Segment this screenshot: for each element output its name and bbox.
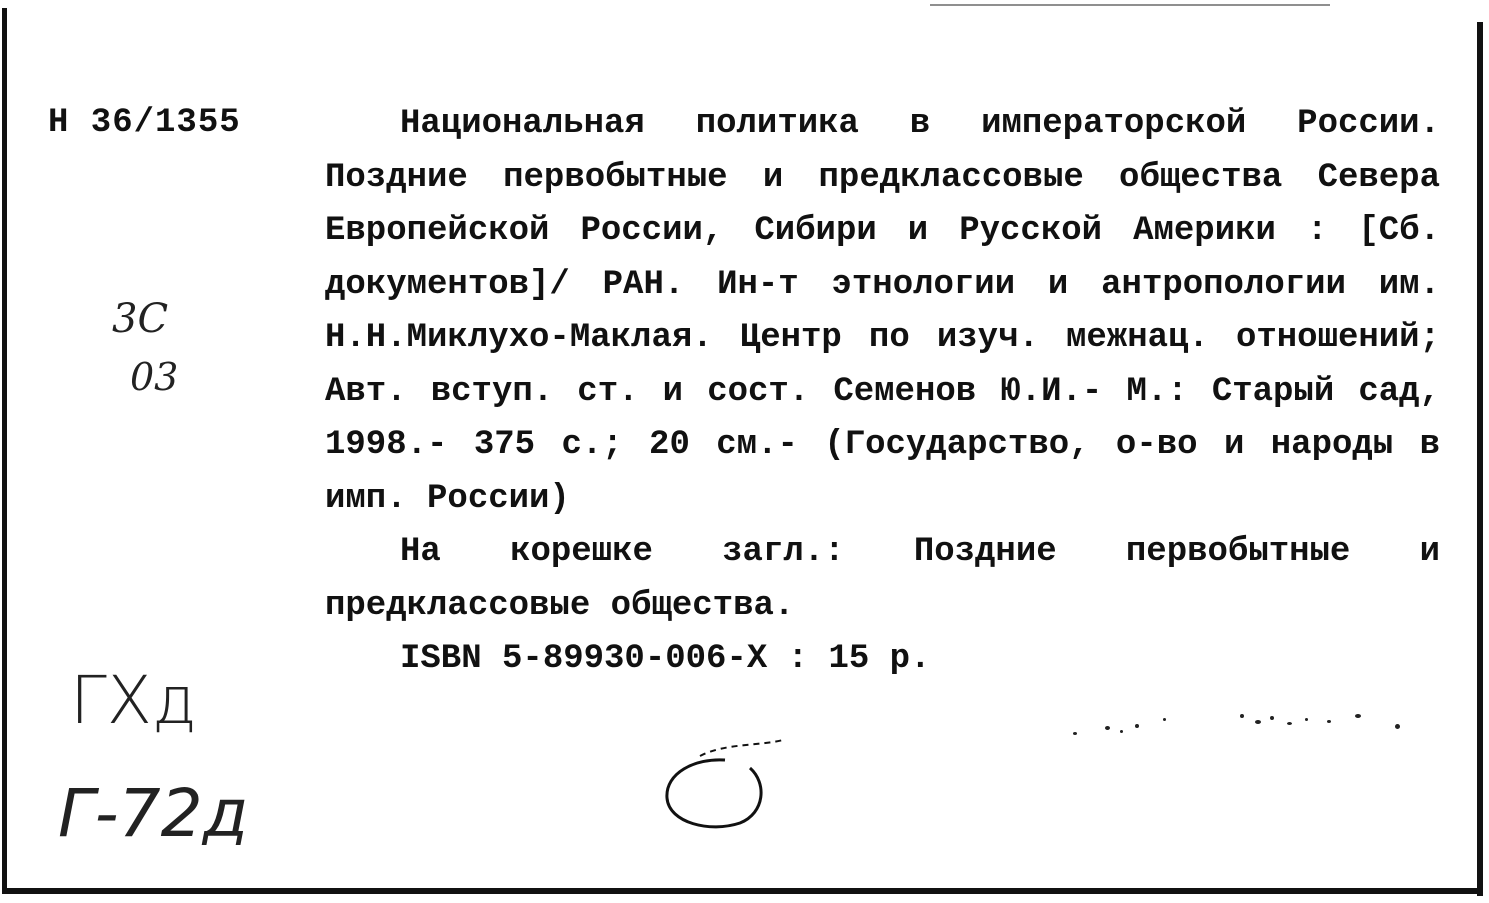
- bottom-border: [2, 888, 1483, 894]
- handwritten-note-gx: ГХд: [70, 662, 197, 739]
- top-edge: [930, 4, 1330, 6]
- entry-spine-title-note: На корешке загл.: Поздние первобытные и предклассовые общества.: [325, 533, 1440, 625]
- stamp-circle-mark: [655, 738, 785, 838]
- left-border: [2, 8, 7, 894]
- faint-stamp-speckles: [1065, 700, 1425, 745]
- right-border: [1477, 22, 1483, 896]
- bibliographic-entry: [325, 98, 1440, 687]
- entry-description: Национальная политика в императорской России. Поздние первобытные и предклассовые общества Севера Европейской России, Сибири и Русской Америки : [Сб. документов]/ РАН. Ин-т этнологии и антропологии им. Н.Н.Миклухо-Маклая. Центр по изуч. межнац. отношений; Авт. вступ. ст. и сост. Семенов Ю.И.- М.: Старый сад, 1998.- 375 с.; 20 см.- (Государство, о-во и народы в имп. России): [325, 105, 1440, 518]
- handwritten-note-03: 03: [130, 355, 179, 399]
- shelfmark: Н 36/1355: [48, 104, 241, 142]
- handwritten-note-g72: Г-72д: [58, 775, 249, 852]
- handwritten-note-3c: 3С: [112, 296, 169, 342]
- entry-isbn: ISBN 5-89930-006-X : 15 р.: [400, 640, 931, 678]
